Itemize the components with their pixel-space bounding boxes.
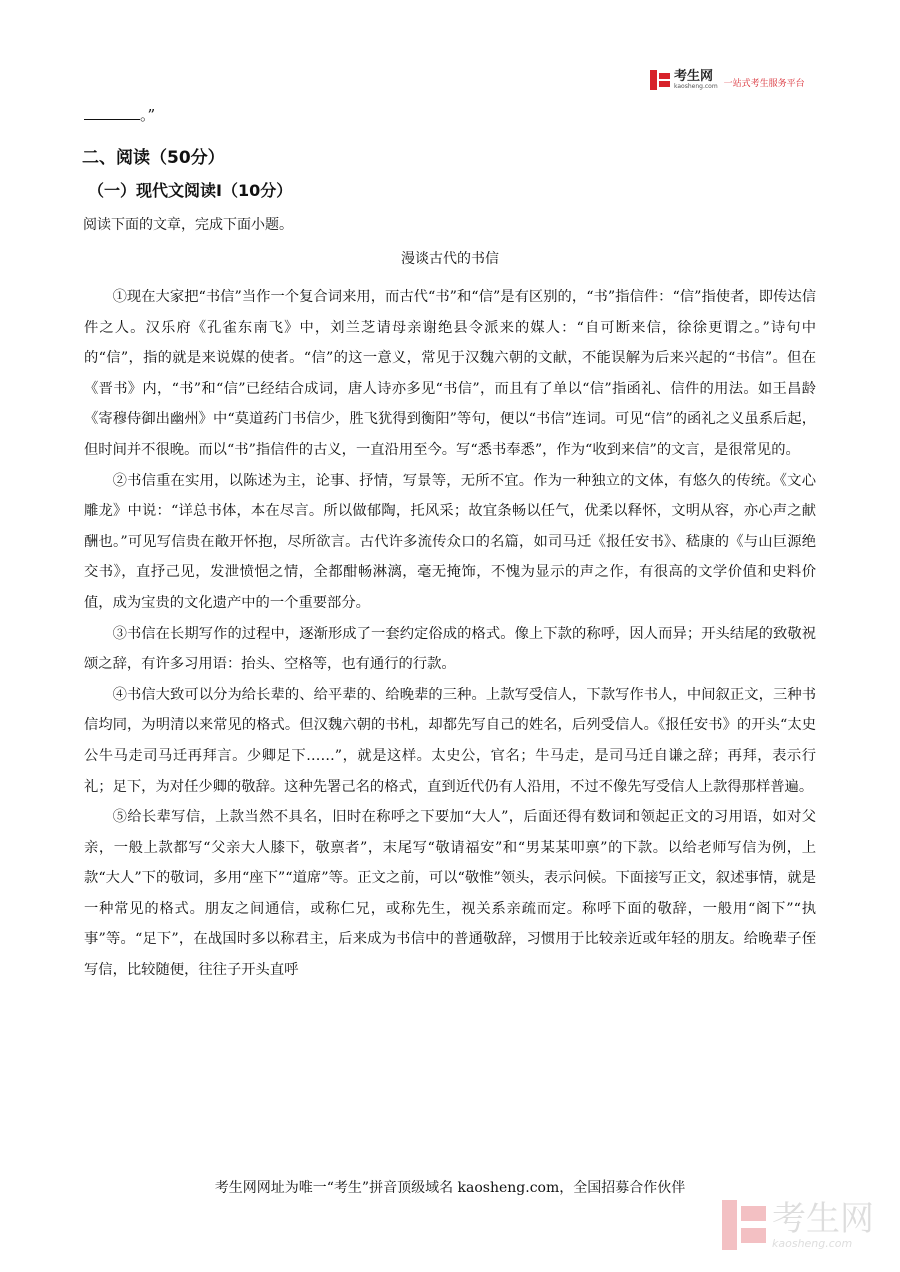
paragraph-5: ⑤给长辈写信，上款当然不具名，旧时在称呼之下要加“大人”，后面还得有数词和领起正文的习用语，如对父亲，一般上款都写“父亲大人膝下，敬禀者”，末尾写“敬请福安”和“男某某叩禀”的下款。以给老师写信为例，上款“大人”下的敬词，多用“座下”“道席”等。正文之前，可以“敬惟”领头，表示问候。下面接写正文，叙述事情，就是一种常见的格式。朋友之间通信，或称仁兄，或称先生，视关系亲疏而定。称呼下面的敬辞，一般用“阁下”“执事”等。“足下”，在战国时多以称君主，后来成为书信中的普通敬辞，习惯用于比较亲近或年轻的朋友。给晚辈子侄写信，比较随便，往往子开头直呼 (84, 809, 816, 979)
instruction-text: 阅读下面的文章，完成下面小题。 (83, 217, 293, 233)
watermark (722, 1200, 874, 1250)
header-logo (650, 70, 805, 90)
blank-tail-text: 。” (140, 106, 156, 124)
previous-question-tail (84, 104, 155, 125)
watermark-domain: kaosheng.com (772, 1236, 853, 1250)
article-body (84, 282, 816, 986)
watermark-name: 考生网 (772, 1198, 874, 1239)
paragraph-2: ②书信重在实用，以陈述为主，论事、抒情，写景等，无所不宜。作为一种独立的文体，有悠久的传统。《文心雕龙》中说：“详总书体，本在尽言。所以做郁陶，托风采；故宜条畅以任气，优柔以释怀，文明从容，亦心声之献酬也。”可见写信贵在敞开怀抱，尽所欲言。古代许多流传众口的名篇，如司马迁《报任安书》、嵇康的《与山巨源绝交书》，直抒己见，发泄愤悒之情，全都酣畅淋漓，毫无掩饰，不愧为显示的声之作，有很高的文学价值和史料价值，成为宝贵的文化遗产中的一个重要部分。 (84, 472, 816, 611)
logo-text (674, 70, 718, 90)
section-title: 二、阅读（50分） (82, 148, 225, 168)
paragraph-1: ①现在大家把“书信”当作一个复合词来用，而古代“书”和“信”是有区别的，“书”指信件：“信”指使者，即传达信件之人。汉乐府《孔雀东南飞》中，刘兰芝请母亲谢绝县令派来的媒人：“自可断来信，徐徐更谓之。”诗句中的“信”，指的就是来说媒的使者。“信”的这一意义，常见于汉魏六朝的文献，不能误解为后来兴起的“书信”。但在《晋书》内，“书”和“信”已经结合成词，唐人诗亦多见“书信”，而且有了单以“信”指函礼、信件的用法。如王昌龄《寄穆侍御出幽州》中“莫道药门书信少，胜飞犹得到衡阳”等句，便以“书信”连词。可见“信”的函礼之义虽系后起，但时间并不很晚。而以“书”指信件的古义，一直沿用至今。写“悉书奉悉”，作为“收到来信”的文言，是很常见的。 (84, 289, 816, 458)
watermark-text (772, 1198, 874, 1250)
kaosheng-logo-icon (650, 70, 670, 90)
article-title: 漫谈古代的书信 (401, 251, 499, 267)
page-footer: 考生网网址为唯一“考生”拼音顶级域名 kaosheng.com，全国招募合作伙伴 (214, 1180, 686, 1196)
paragraph-3: ③书信在长期写作的过程中，逐渐形成了一套约定俗成的格式。像上下款的称呼，因人而异；开头结尾的致敬祝颂之辞，有许多习用语：抬头、空格等，也有通行的行款。 (84, 625, 816, 673)
logo-slogan: 一站式考生服务平台 (723, 78, 805, 89)
logo-name: 考生网 (674, 69, 714, 84)
sub-section-title: （一）现代文阅读Ⅰ（10分） (88, 181, 293, 200)
paragraph-4: ④书信大致可以分为给长辈的、给平辈的、给晚辈的三种。上款写受信人，下款写作书人，中间叙正文，三种书信均同，为明清以来常见的格式。但汉魏六朝的书札，却都先写自己的姓名，后列受信人。《报任安书》的开头“太史公牛马走司马迁再拜言。少卿足下……”，就是这样。太史公，官名；牛马走，是司马迁自谦之辞；再拜，表示行礼；足下，为对任少卿的敬辞。这种先署己名的格式，直到近代仍有人沿用，不过不像先写受信人上款得那样普遍。 (84, 686, 816, 795)
logo-domain: kaosheng.com (674, 83, 718, 90)
watermark-logo-icon (722, 1200, 766, 1250)
answer-blank-line (84, 107, 140, 120)
